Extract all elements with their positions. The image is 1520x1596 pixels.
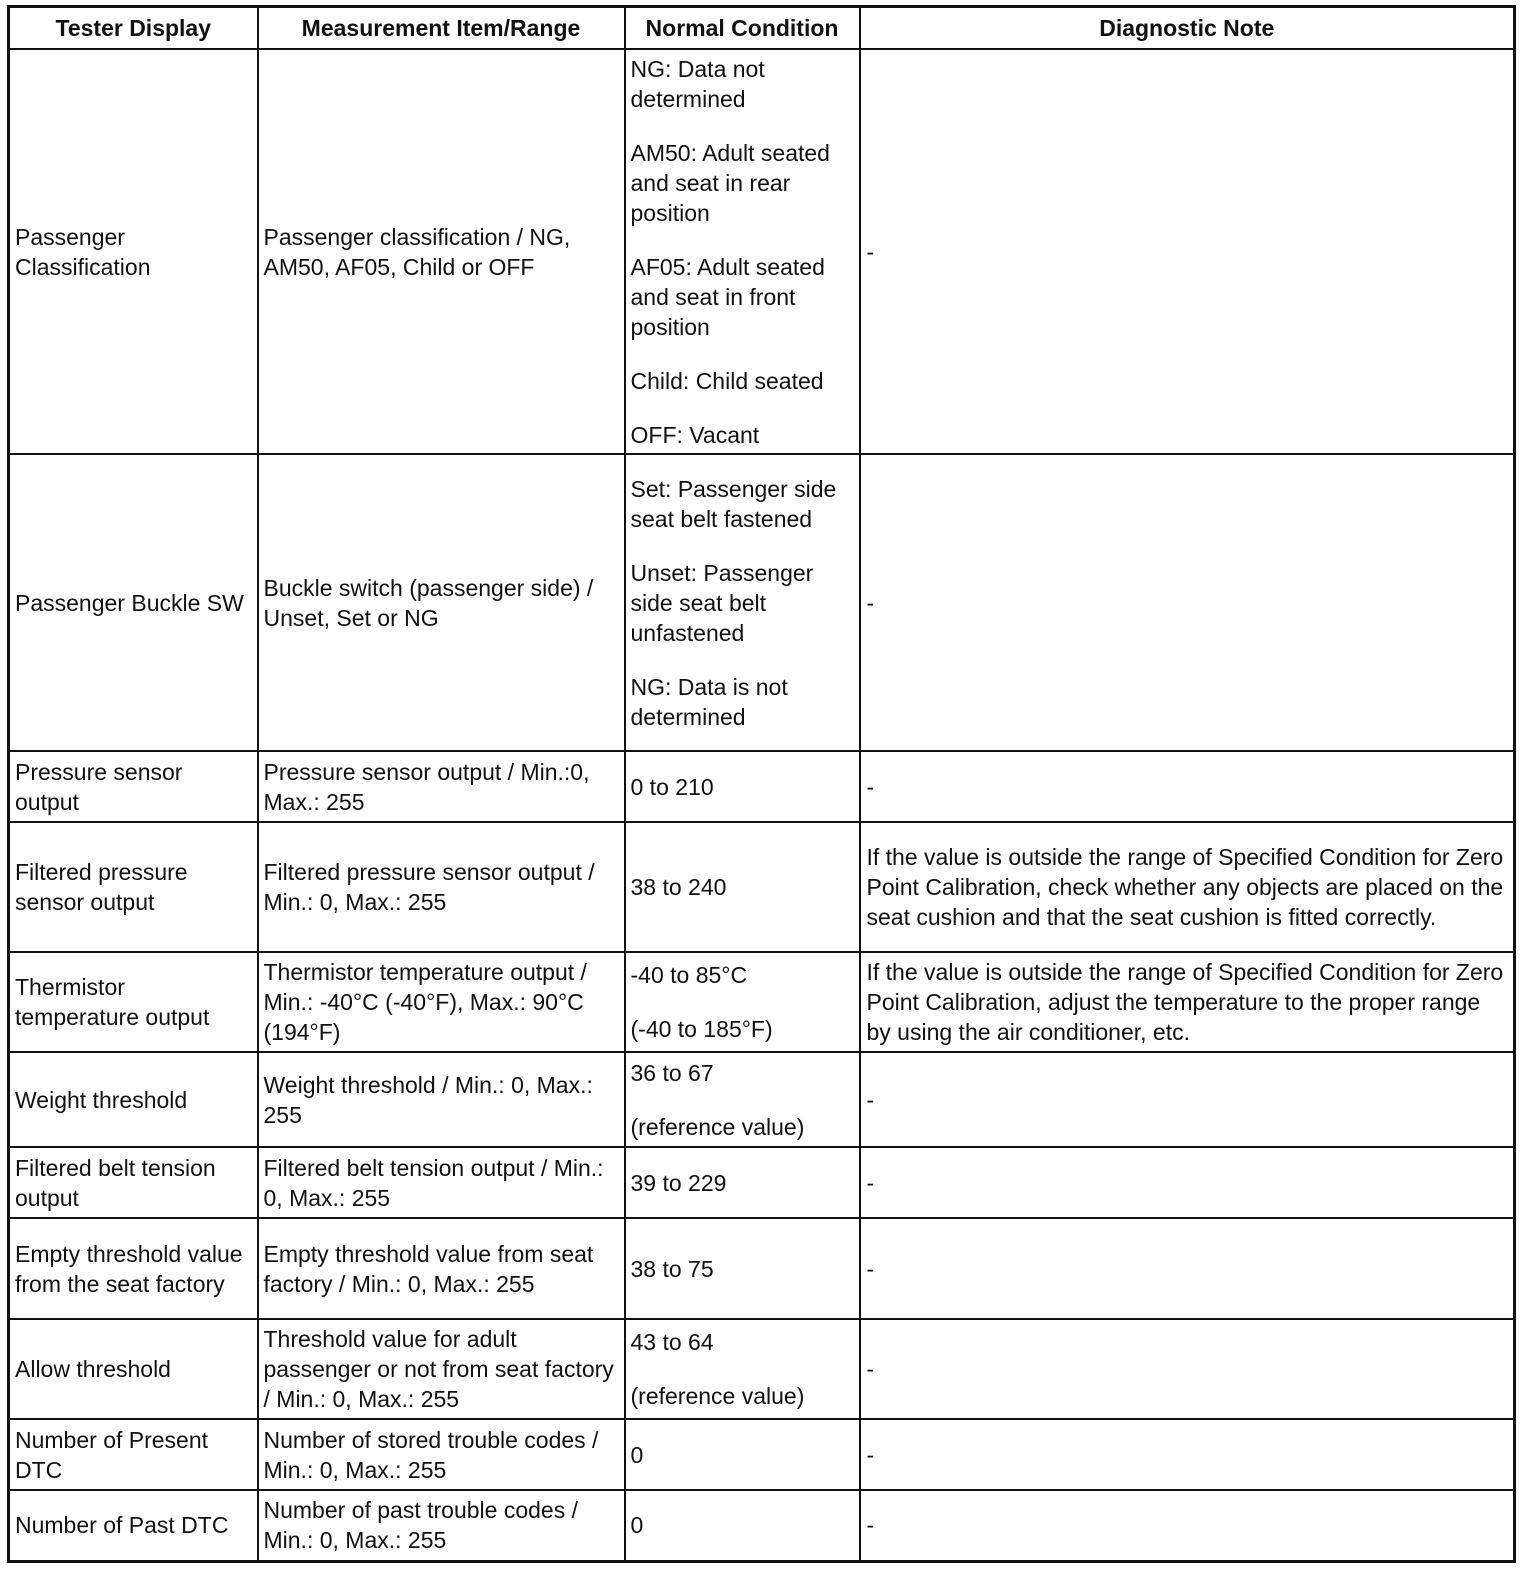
measurement-range-cell: Pressure sensor output / Min.:0, Max.: 255 — [258, 751, 625, 822]
table-row — [9, 454, 1515, 751]
table-row — [9, 49, 1515, 454]
measurement-range-cell: Passenger classification / NG, AM50, AF05, Child or OFF — [258, 49, 625, 454]
condition-line: 39 to 229 — [630, 1169, 727, 1196]
diagnostic-note-cell: If the value is outside the range of Specified Condition for Zero Point Calibration, check whether any objects are placed on the seat cushion and that the seat cushion is fitted correctly. — [860, 822, 1515, 952]
diagnostic-note-cell: - — [860, 454, 1515, 751]
diagnostic-note-cell: - — [860, 1319, 1515, 1419]
table-row — [9, 952, 1515, 1052]
table-row — [9, 1147, 1515, 1218]
condition-line: 0 — [630, 1441, 644, 1468]
condition-line: Set: Passenger side seat belt fastened — [630, 475, 837, 532]
tester-display-cell: Passenger Buckle SW — [9, 454, 258, 751]
header-normal-condition: Normal Condition — [625, 7, 860, 50]
tester-display-cell: Weight threshold — [9, 1052, 258, 1147]
diagnostic-note-cell: - — [860, 1052, 1515, 1147]
condition-line: Child: Child seated — [630, 367, 824, 394]
condition-line: (reference value) — [630, 1113, 805, 1140]
condition-line: (-40 to 185°F) — [630, 1016, 773, 1042]
condition-line: 36 to 67 — [630, 1059, 714, 1086]
table-row — [9, 1218, 1515, 1319]
normal-condition-cell — [625, 751, 860, 822]
measurement-range-cell: Filtered belt tension output / Min.: 0, Max.: 255 — [258, 1147, 625, 1218]
condition-line: 0 — [630, 1512, 644, 1539]
data-list-table-container — [7, 5, 1516, 1563]
tester-display-cell: Pressure sensor output — [9, 751, 258, 822]
normal-condition-cell — [625, 49, 860, 454]
header-diagnostic-note: Diagnostic Note — [860, 7, 1515, 50]
condition-line: OFF: Vacant — [630, 421, 760, 448]
table-row — [9, 1490, 1515, 1561]
diagnostic-note-cell: - — [860, 751, 1515, 822]
condition-line: 43 to 64 — [630, 1329, 714, 1355]
condition-line: AF05: Adult seated and seat in front position — [630, 253, 825, 340]
normal-condition-cell — [625, 822, 860, 952]
condition-line: (reference value) — [630, 1383, 805, 1409]
condition-line: 38 to 75 — [630, 1255, 714, 1282]
condition-line: 38 to 240 — [630, 874, 727, 900]
header-measurement-item-range: Measurement Item/Range — [258, 7, 625, 50]
tester-display-cell: Empty threshold value from the seat factory — [9, 1218, 258, 1319]
normal-condition-cell — [625, 1319, 860, 1419]
normal-condition-cell — [625, 1419, 860, 1490]
diagnostic-note-cell: - — [860, 1490, 1515, 1561]
header-row — [9, 7, 1515, 50]
measurement-range-cell: Empty threshold value from seat factory / Min.: 0, Max.: 255 — [258, 1218, 625, 1319]
measurement-range-cell: Buckle switch (passenger side) / Unset, Set or NG — [258, 454, 625, 751]
normal-condition-cell — [625, 1147, 860, 1218]
condition-line: 0 to 210 — [630, 773, 714, 800]
tester-display-cell: Passenger Classification — [9, 49, 258, 454]
diagnostic-note-cell: - — [860, 1147, 1515, 1218]
tester-display-cell: Filtered belt tension output — [9, 1147, 258, 1218]
measurement-range-cell: Threshold value for adult passenger or not from seat factory / Min.: 0, Max.: 255 — [258, 1319, 625, 1419]
normal-condition-cell — [625, 454, 860, 751]
normal-condition-cell — [625, 1218, 860, 1319]
condition-line: AM50: Adult seated and seat in rear position — [630, 139, 830, 226]
tester-display-cell: Filtered pressure sensor output — [9, 822, 258, 952]
normal-condition-cell — [625, 1490, 860, 1561]
table-row — [9, 1052, 1515, 1147]
tester-display-cell: Allow threshold — [9, 1319, 258, 1419]
normal-condition-cell — [625, 952, 860, 1052]
diagnostic-note-cell: - — [860, 1419, 1515, 1490]
table-row — [9, 1319, 1515, 1419]
diagnostic-note-cell: - — [860, 49, 1515, 454]
tester-display-cell: Number of Past DTC — [9, 1490, 258, 1561]
measurement-range-cell: Number of past trouble codes / Min.: 0, Max.: 255 — [258, 1490, 625, 1561]
table-row — [9, 1419, 1515, 1490]
diagnostic-note-cell: If the value is outside the range of Specified Condition for Zero Point Calibration, adjust the temperature to the proper range by using the air conditioner, etc. — [860, 952, 1515, 1052]
condition-line: NG: Data not determined — [630, 55, 765, 112]
measurement-range-cell: Number of stored trouble codes / Min.: 0, Max.: 255 — [258, 1419, 625, 1490]
measurement-range-cell: Filtered pressure sensor output / Min.: 0, Max.: 255 — [258, 822, 625, 952]
condition-line: Unset: Passenger side seat belt unfastened — [630, 559, 814, 646]
data-list-table — [7, 5, 1516, 1563]
header-tester-display: Tester Display — [9, 7, 258, 50]
condition-line: -40 to 85°C — [630, 962, 748, 988]
tester-display-cell: Number of Present DTC — [9, 1419, 258, 1490]
diagnostic-note-cell: - — [860, 1218, 1515, 1319]
tester-display-cell: Thermistor temperature output — [9, 952, 258, 1052]
table-row — [9, 822, 1515, 952]
table-row — [9, 751, 1515, 822]
condition-line: NG: Data is not determined — [630, 673, 788, 730]
measurement-range-cell: Thermistor temperature output / Min.: -40°C (-40°F), Max.: 90°C (194°F) — [258, 952, 625, 1052]
normal-condition-cell — [625, 1052, 860, 1147]
measurement-range-cell: Weight threshold / Min.: 0, Max.: 255 — [258, 1052, 625, 1147]
